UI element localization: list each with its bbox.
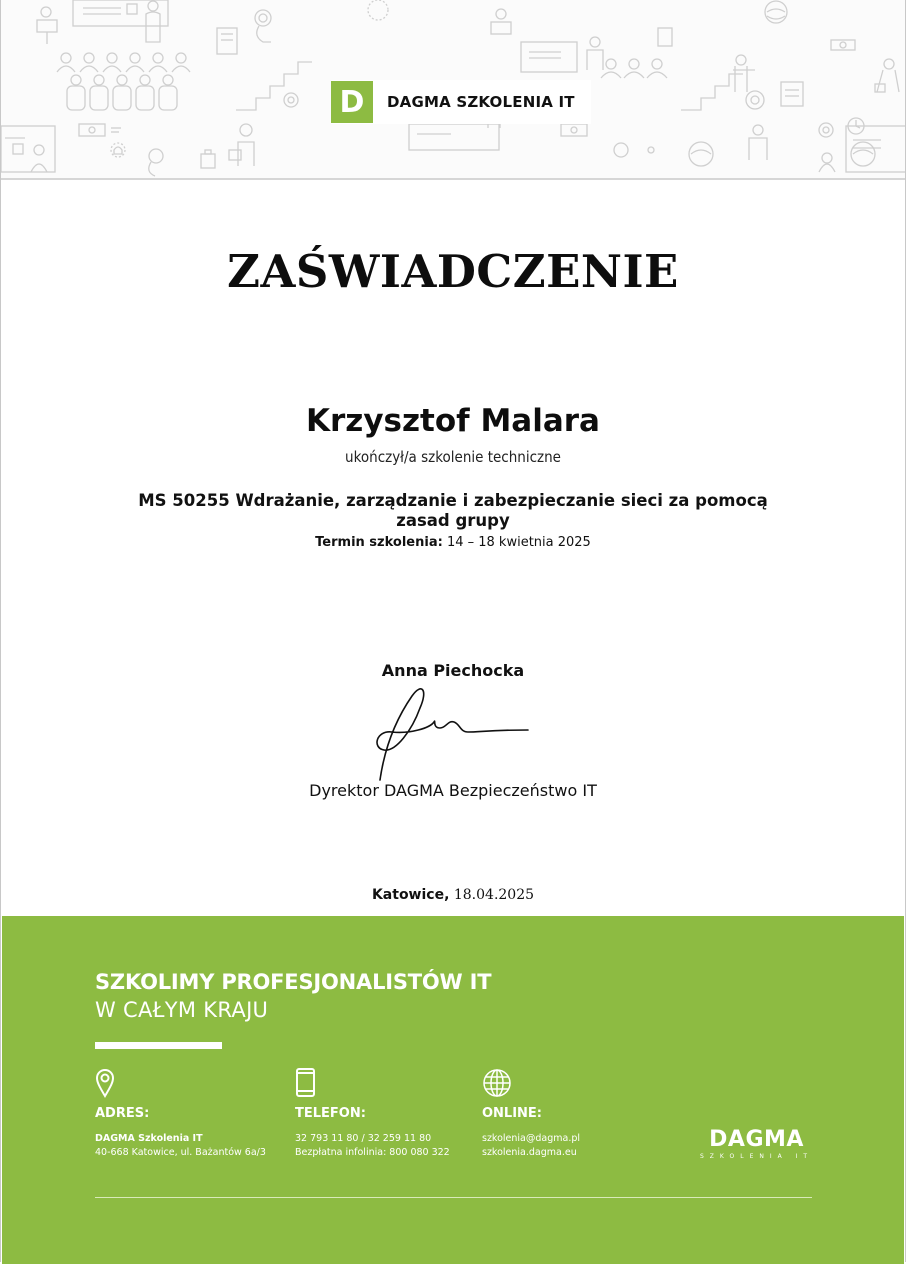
slogan-line1: SZKOLIMY PROFESJONALISTÓW IT <box>95 970 492 994</box>
map-pin-icon <box>95 1068 266 1102</box>
phone-hotline: Bezpłatna infolinia: 800 080 322 <box>295 1147 450 1158</box>
slogan-line2: W CAŁYM KRAJU <box>95 998 269 1022</box>
address-label: ADRES: <box>95 1106 150 1121</box>
address-street: 40-668 Katowice, ul. Bażantów 6a/3 <box>95 1147 266 1158</box>
course-title <box>130 491 776 531</box>
course-title-line2: zasad grupy <box>396 511 510 530</box>
logo-letter-mark: D <box>331 81 373 123</box>
globe-icon <box>482 1068 580 1102</box>
term-value: 14 – 18 kwietnia 2025 <box>446 535 591 550</box>
course-title-line1: MS 50255 Wdrażanie, zarządzanie i zabezpieczanie sieci za pomocą <box>138 491 768 510</box>
completed-text: ukończył/a szkolenie techniczne <box>345 448 561 466</box>
place-and-date <box>0 887 906 903</box>
recipient-name: Krzysztof Malara <box>306 403 600 439</box>
place: Katowice, <box>371 887 450 903</box>
signer-role: Dyrektor DAGMA Bezpieczeństwo IT <box>309 781 597 800</box>
slogan-underline-bar <box>95 1042 222 1049</box>
online-label: ONLINE: <box>482 1106 543 1121</box>
footer-divider <box>95 1197 812 1198</box>
brand-sub: SZKOLENIA IT <box>700 1153 814 1160</box>
signer-name: Anna Piechocka <box>381 661 525 680</box>
certificate-title: ZAŚWIADCZENIE <box>227 245 679 298</box>
dagma-brand-logo <box>700 1127 813 1160</box>
term-label: Termin szkolenia: <box>315 535 443 550</box>
logo-text: DAGMA SZKOLENIA IT <box>387 93 575 111</box>
dagma-logo <box>331 80 591 124</box>
address-column <box>95 1068 266 1158</box>
brand-word: DAGMA <box>709 1127 804 1152</box>
online-column <box>482 1068 580 1158</box>
phone-numbers: 32 793 11 80 / 32 259 11 80 <box>295 1133 432 1144</box>
header-pattern-banner <box>1 0 905 180</box>
address-company: DAGMA Szkolenia IT <box>95 1133 203 1144</box>
online-website[interactable]: szkolenia.dagma.eu <box>482 1147 577 1158</box>
phone-label: TELEFON: <box>295 1106 366 1121</box>
phone-icon <box>295 1068 450 1102</box>
online-email[interactable]: szkolenia@dagma.pl <box>482 1133 581 1144</box>
phone-column <box>295 1068 450 1158</box>
signature-icon <box>370 682 540 782</box>
issue-date: 18.04.2025 <box>453 887 535 903</box>
footer-contact-panel <box>2 916 904 1264</box>
training-term <box>0 535 906 550</box>
